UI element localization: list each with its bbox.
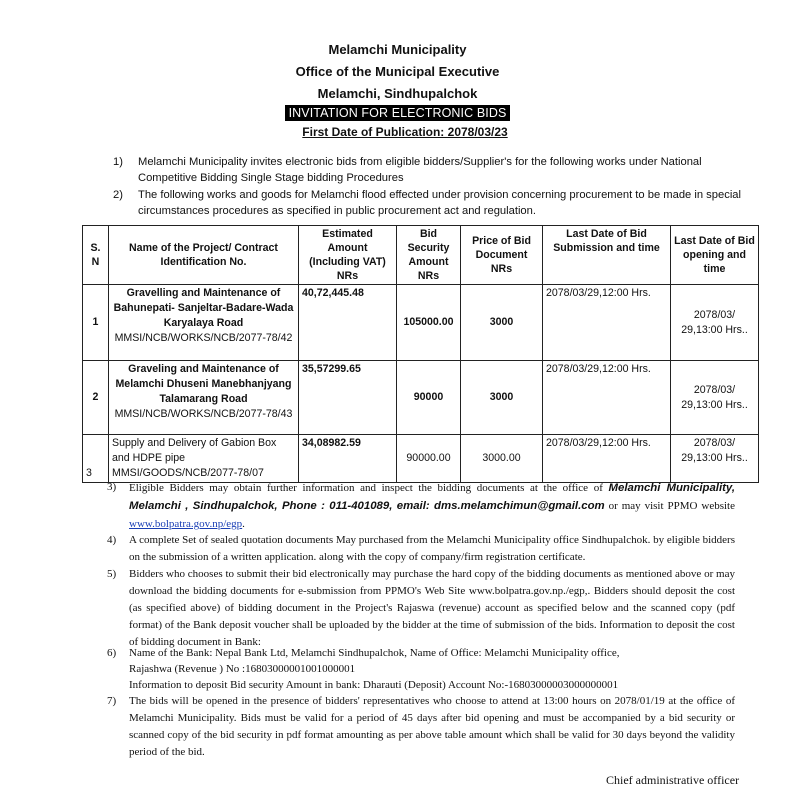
project-name: Graveling and Maintenance of Melamchi Dhuseni Manebhanjyang Talamarang Road (115, 363, 292, 405)
table-row (83, 285, 759, 361)
header-opening-date: Last Date of Bid opening and time (671, 226, 759, 285)
row-project (109, 435, 299, 483)
paragraph-number: 7) (107, 695, 117, 707)
header-sn: S. N (83, 226, 109, 285)
intro-item-1 (113, 154, 753, 188)
paragraph-number: 6) (107, 647, 117, 659)
row-estimated-amount: 34,08982.59 (299, 435, 397, 483)
deposit-account-line: Information to deposit Bid security Amount in bank: Dharauti (Deposit) Account No:-16803000003000000001 (129, 679, 619, 691)
paragraph-5 (107, 566, 735, 646)
row-bid-security: 105000.00 (397, 285, 461, 361)
intro-text: The following works and goods for Melamchi flood effected under provision concerning procurement to be made in special circumstances procedures as specified in public procurement act and regulation. (138, 189, 742, 217)
table-row (83, 361, 759, 435)
header-submission-date: Last Date of Bid Submission and time (543, 226, 671, 285)
publication-date: First Date of Publication: 2078/03/23 (302, 125, 508, 139)
intro-number: 1) (113, 156, 123, 168)
project-id: MMSI/GOODS/NCB/2077-78/07 (112, 467, 264, 479)
project-name: Supply and Delivery of Gabion Box and HDPE pipe (112, 437, 277, 464)
row-sn: 1 (83, 285, 109, 361)
row-estimated-amount: 35,57299.65 (299, 361, 397, 435)
row-project (109, 285, 299, 361)
paragraph-3 (107, 479, 735, 531)
row-submission-date: 2078/03/29,12:00 Hrs. (543, 435, 671, 483)
row-opening-date: 2078/03/ 29,13:00 Hrs.. (671, 435, 759, 483)
intro-number: 2) (113, 189, 123, 201)
intro-text: Melamchi Municipality invites electronic bids from eligible bidders/Supplier's for the following works under National Competitive Bidding Single Stage bidding Procedures (138, 156, 702, 184)
ppmo-website-link[interactable]: www.bolpatra.gov.np/egp (129, 518, 243, 530)
header-project-name: Name of the Project/ Contract Identification No. (109, 226, 299, 285)
row-project (109, 361, 299, 435)
notice-title-banner: INVITATION FOR ELECTRONIC BIDS (285, 105, 511, 121)
bids-table (82, 225, 759, 483)
bank-name-line: Name of the Bank: Nepal Bank Ltd, Melamchi Sindhupalchok, Name of Office: Melamchi Municipality office, (129, 647, 620, 659)
row-opening-date: 2078/03/ 29,13:00 Hrs.. (671, 285, 759, 361)
paragraph-number: 4) (107, 534, 117, 546)
row-submission-date: 2078/03/29,12:00 Hrs. (543, 361, 671, 435)
info-mid: or may visit PPMO website (608, 500, 735, 512)
office-contact: Melamchi Municipality, Melamchi , Sindhupalchok, Phone : 011-401089, email: dms.melamchimun@gmail.com (129, 482, 736, 512)
paragraph-text: A complete Set of sealed quotation documents May purchased from the Melamchi Municipality office Sindhupalchok. by eligible bidders on the submission of a written application. along with the copy of company/firm registration certificate. (129, 534, 735, 563)
row-estimated-amount: 40,72,445.48 (299, 285, 397, 361)
row-document-price: 3000.00 (461, 435, 543, 483)
project-id: MMSI/NCB/WORKS/NCB/2077-78/42 (114, 332, 293, 344)
paragraph-number: 3) (107, 481, 117, 493)
paragraph-7 (107, 693, 735, 761)
paragraph-text: Bidders who chooses to submit their bid electronically may purchase the hard copy of the bidding documents as mentioned above or may download the bidding documents for e-submission from PPMO's Web Site www.bolpatra.gov.np./egp,. Bidders should deposit the cost (as specified above) of bidding document in the Project's Rajaswa (revenue) account as specified below and the scanned copy (pdf format) of the Bank deposit voucher shall be uploaded by the bidder at the time of submission of the bids. Information to deposit the cost of bidding document in Bank: (129, 568, 735, 648)
header-estimated-amount: Estimated Amount (Including VAT) NRs (299, 226, 397, 285)
paragraph-number: 5) (107, 568, 117, 580)
info-tail: . (242, 518, 245, 530)
revenue-account-line: Rajashwa (Revenue ) No :16803000001001000001 (129, 663, 356, 675)
paragraph-4 (107, 532, 735, 566)
row-sn: 3 (83, 435, 109, 483)
table-row (83, 435, 759, 483)
office-name: Office of the Municipal Executive (295, 64, 500, 79)
row-bid-security: 90000 (397, 361, 461, 435)
row-bid-security: 90000.00 (397, 435, 461, 483)
municipality-name: Melamchi Municipality (328, 42, 467, 57)
table-header-row (83, 226, 759, 285)
row-document-price: 3000 (461, 361, 543, 435)
header-document-price: Price of Bid Document NRs (461, 226, 543, 285)
office-location: Melamchi, Sindhupalchok (317, 86, 478, 101)
signature-title: Chief administrative officer (606, 773, 740, 787)
paragraph-6 (107, 645, 735, 697)
info-lead: Eligible Bidders may obtain further information and inspect the bidding documents at the office of (129, 482, 603, 494)
header-bid-security: Bid Security Amount NRs (397, 226, 461, 285)
row-document-price: 3000 (461, 285, 543, 361)
project-name: Gravelling and Maintenance of Bahunepati- Sanjeltar-Badare-Wada Karyalaya Road (113, 287, 294, 329)
paragraph-text: The bids will be opened in the presence of bidders' representatives who choose to attend at 13:00 hours on 2078/01/19 at the office of Melamchi Municipality. Bids must be valid for a period of 45 days after bid opening and must be accompanied by a bid security or scanned copy of the bid security in pdf format amounting as per above table amount which shall be valid for 30 days beyond the validity period of the bid. (129, 695, 735, 758)
paragraph-text (129, 479, 735, 533)
row-sn: 2 (83, 361, 109, 435)
project-id: MMSI/NCB/WORKS/NCB/2077-78/43 (114, 408, 293, 420)
row-submission-date: 2078/03/29,12:00 Hrs. (543, 285, 671, 361)
intro-item-2 (113, 187, 753, 221)
paragraph-text (129, 645, 735, 693)
row-opening-date: 2078/03/ 29,13:00 Hrs.. (671, 361, 759, 435)
